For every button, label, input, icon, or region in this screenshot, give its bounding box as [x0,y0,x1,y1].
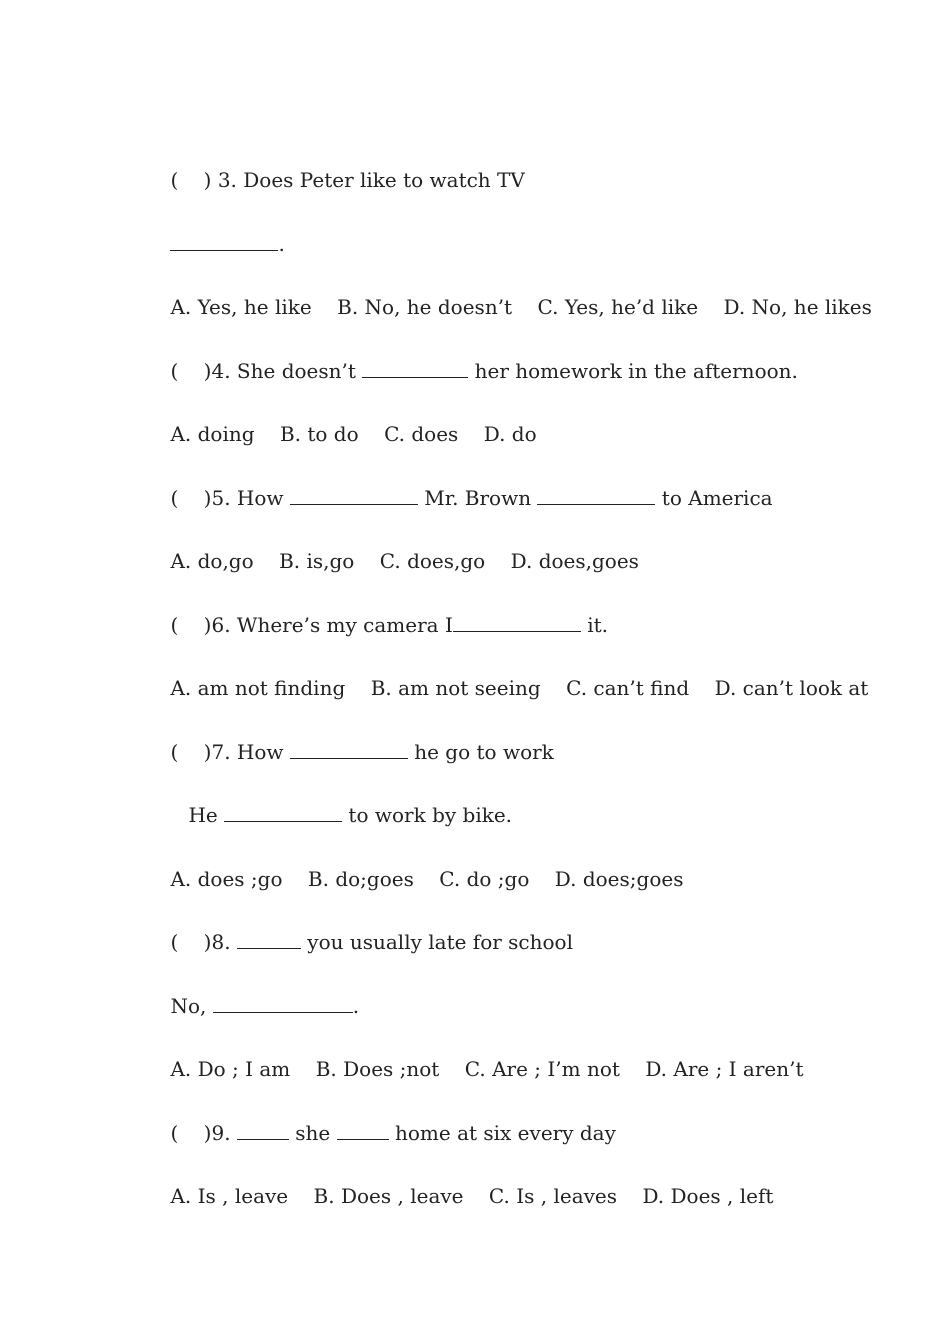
question-8-answer-line [145,961,360,1018]
question-9-options [145,1151,774,1208]
answer-blank[interactable] [453,611,581,632]
question-6-text-a: ( )6. Where’s my camera I [170,613,453,637]
question-7-answer-line [145,770,513,827]
question-8-answer-a: No, [170,994,213,1018]
question-7-answer-b: to work by bike. [342,803,513,827]
question-9-stem [145,1088,616,1145]
question-7-answer-a: He [188,803,225,827]
question-8-stem [145,897,573,954]
question-4-stem [145,326,798,383]
question-9-text-a: ( )9. [170,1121,237,1145]
question-3-options [145,262,872,319]
question-5-options-text: A. do,go B. is,go C. does,go D. does,goes [170,549,639,573]
answer-blank[interactable] [290,738,408,759]
question-7-options [145,834,684,891]
question-4-text-b: her homework in the afternoon. [468,359,798,383]
question-5-options [145,516,639,573]
question-3-options-text: A. Yes, he like B. No, he doesn’t C. Yes, he’d like D. No, he likes [170,295,872,319]
question-7-stem [145,707,554,764]
question-4-text-a: ( )4. She doesn’t [170,359,363,383]
answer-blank[interactable] [170,230,278,251]
question-5-stem [145,453,773,510]
answer-blank[interactable] [290,484,418,505]
question-6-options-text: A. am not finding B. am not seeing C. can’t find D. can’t look at [170,676,869,700]
answer-blank[interactable] [224,801,342,822]
question-3-text: ( ) 3. Does Peter like to watch TV [170,168,525,192]
question-3-period: . [278,232,285,256]
question-6-options [145,643,869,700]
question-7-options-text: A. does ;go B. do;goes C. do ;go D. does;goes [170,867,684,891]
question-8-text-a: ( )8. [170,930,237,954]
question-7-text-a: ( )7. How [170,740,290,764]
question-9-text-b: she [288,1121,337,1145]
question-8-options [145,1024,804,1081]
answer-blank[interactable] [537,484,655,505]
answer-blank[interactable] [362,357,468,378]
question-5-text-b: Mr. Brown [417,486,538,510]
question-3-stem [145,135,525,192]
answer-blank[interactable] [237,1119,289,1140]
question-3-answer-line [145,199,285,256]
question-4-options-text: A. doing B. to do C. does D. do [170,422,537,446]
question-8-text-b: you usually late for school [300,930,573,954]
question-9-text-c: home at six every day [388,1121,616,1145]
answer-blank[interactable] [237,928,301,949]
question-8-options-text: A. Do ; I am B. Does ;not C. Are ; I’m not D. Are ; I aren’t [170,1057,804,1081]
question-7-text-b: he go to work [407,740,554,764]
answer-blank[interactable] [213,992,353,1013]
question-5-text-a: ( )5. How [170,486,290,510]
question-9-options-text: A. Is , leave B. Does , leave C. Is , leaves D. Does , left [170,1184,774,1208]
question-8-answer-b: . [352,994,360,1018]
answer-blank[interactable] [337,1119,389,1140]
question-5-text-c: to America [655,486,773,510]
question-6-stem [145,580,609,637]
question-4-options [145,389,537,446]
question-6-text-b: it. [580,613,609,637]
